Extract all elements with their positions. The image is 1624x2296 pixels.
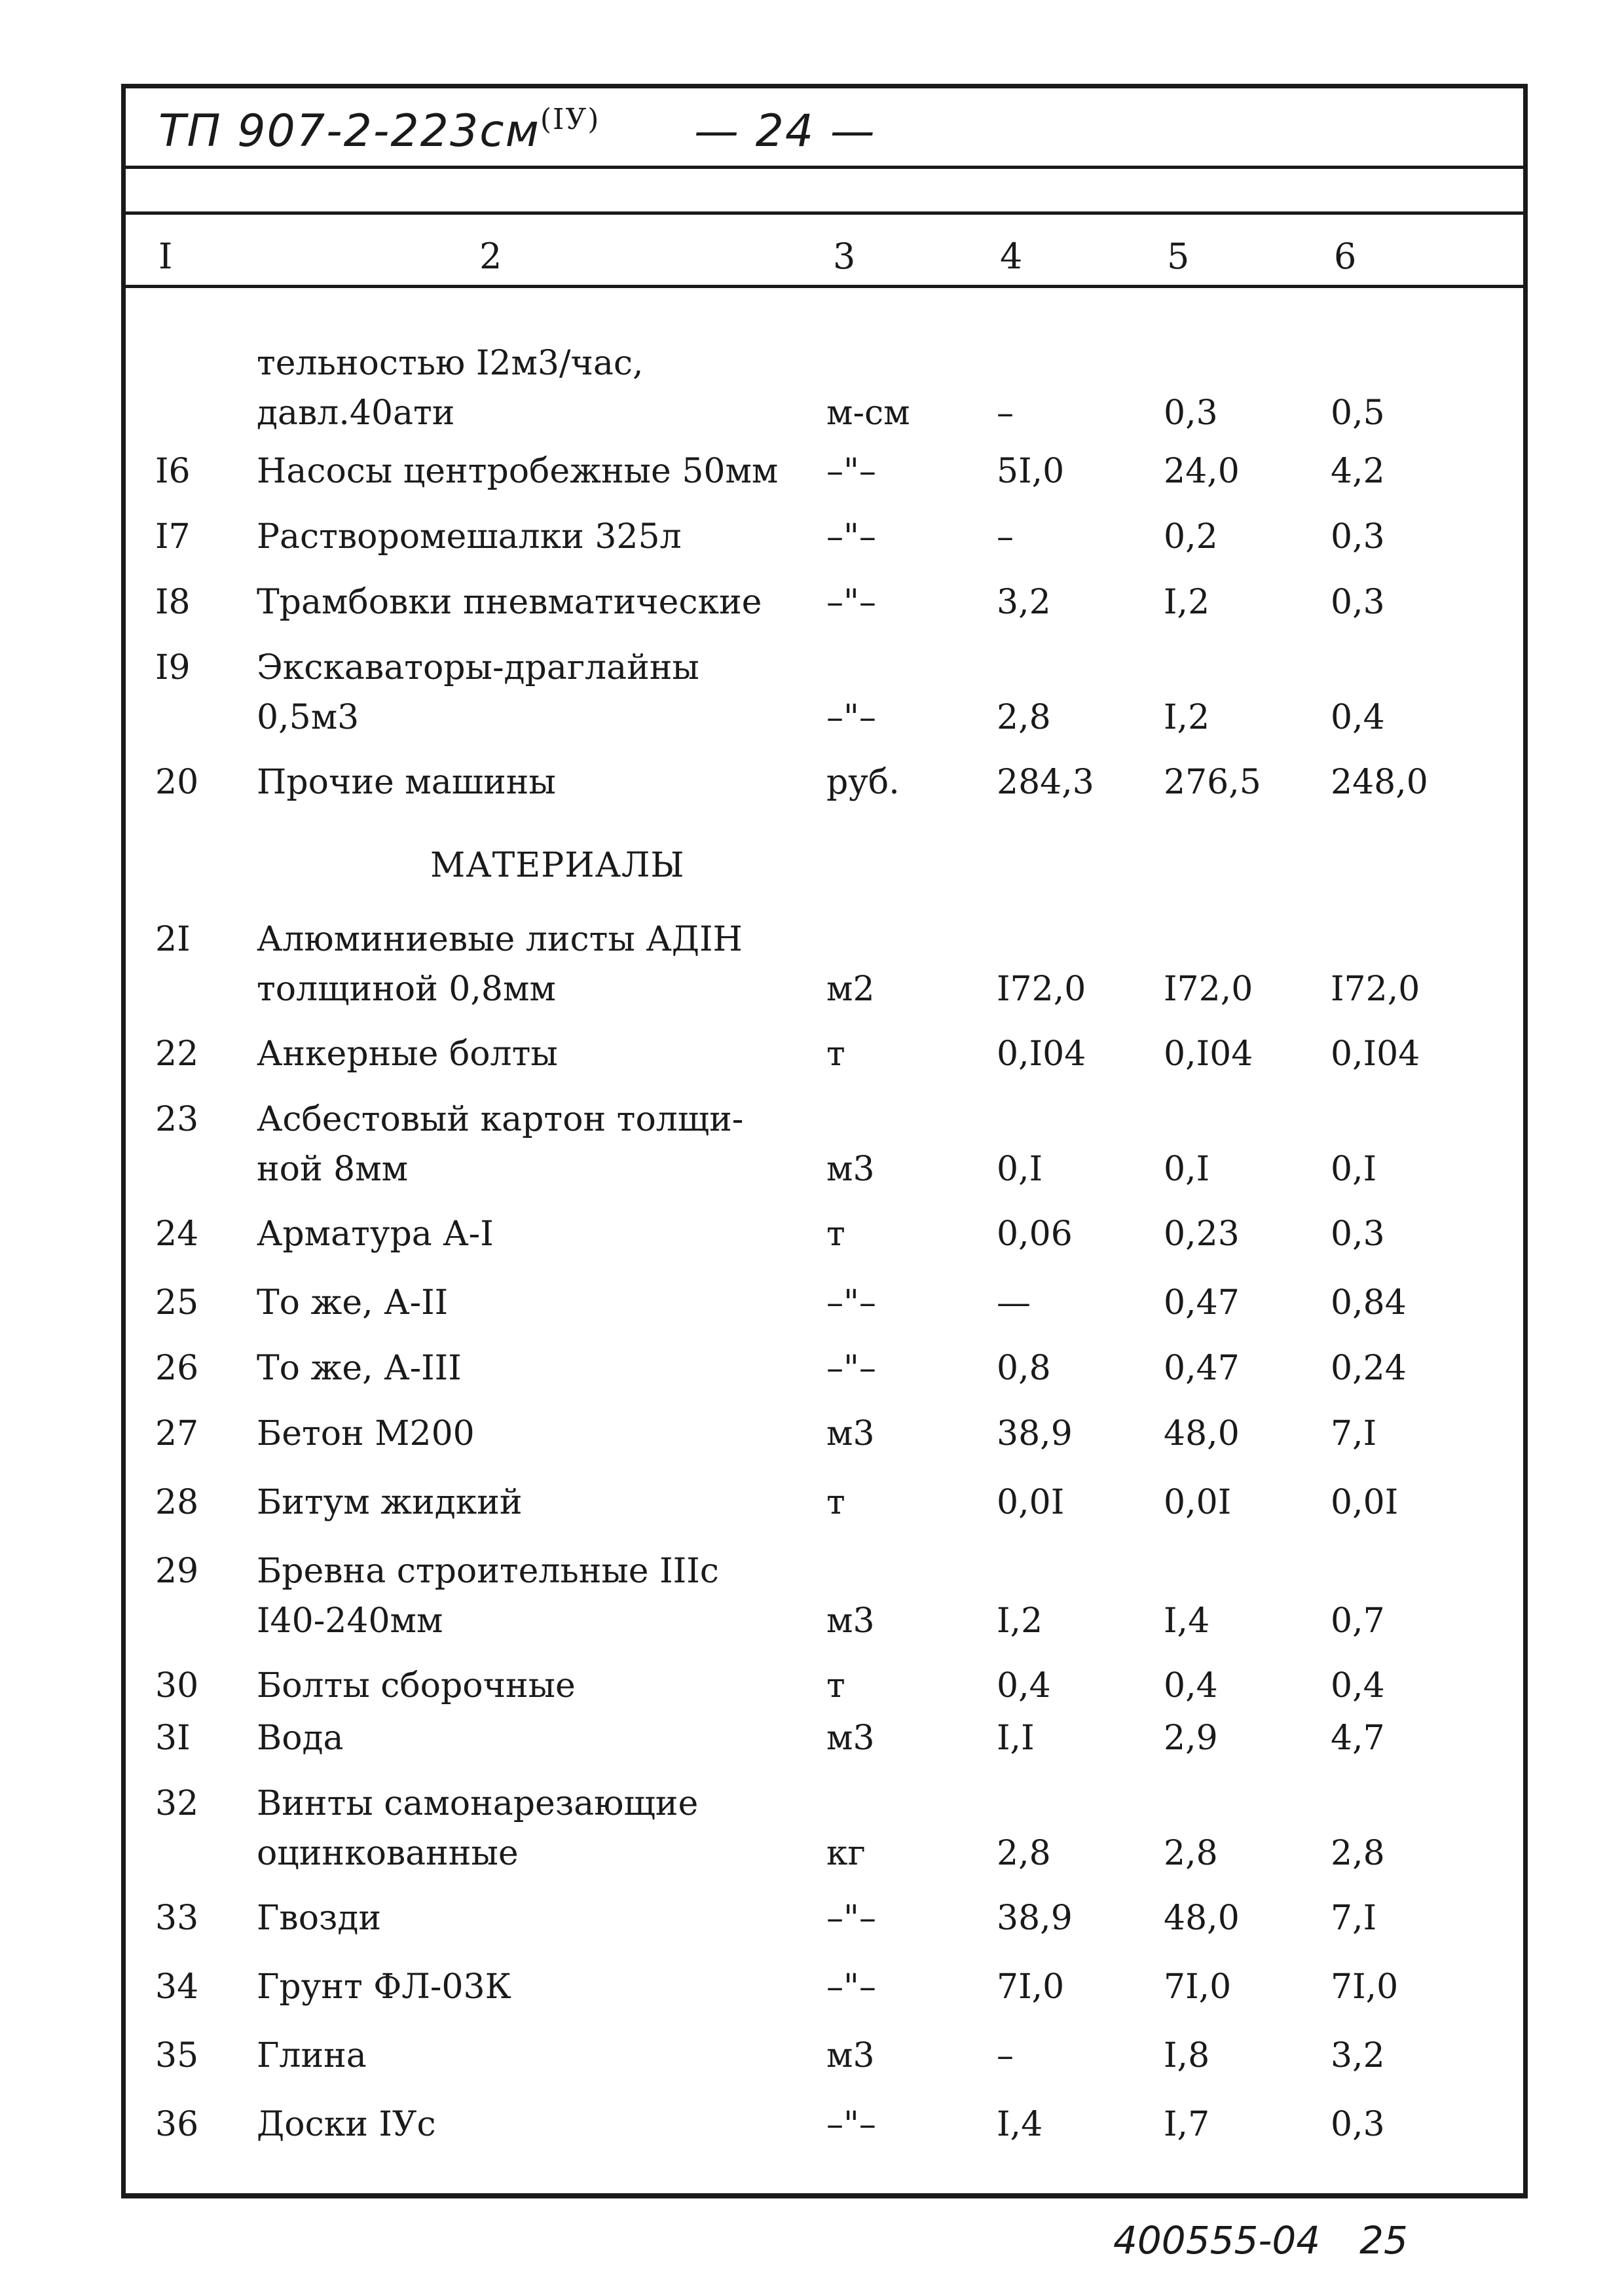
row-unit: т — [826, 1483, 845, 1522]
row-value-col5: 0,47 — [1164, 1283, 1240, 1322]
row-value-col6: 7,I — [1331, 1414, 1377, 1453]
row-value-col6: 0,3 — [1331, 2105, 1385, 2144]
row-unit: –"– — [826, 1967, 876, 2007]
row-value-col6: 0,3 — [1331, 517, 1385, 556]
row-unit: т — [826, 1034, 845, 1074]
row-value-col4: I,I — [997, 1719, 1035, 1758]
row-number: 32 — [155, 1784, 199, 1823]
row-value-col6: 0,I — [1331, 1150, 1377, 1189]
row-description: Бревна строительные IIIс — [257, 1552, 719, 1591]
row-description: давл.40ати — [257, 393, 455, 433]
row-number: 29 — [155, 1552, 199, 1591]
row-description: Гвозди — [257, 1899, 382, 1938]
row-value-col4: 0,8 — [997, 1349, 1051, 1388]
row-unit: –"– — [826, 1283, 876, 1322]
row-value-col6: 0,84 — [1331, 1283, 1407, 1322]
row-description: То же, А-II — [257, 1283, 449, 1322]
row-value-col6: 4,7 — [1331, 1719, 1385, 1758]
row-value-col4: 38,9 — [997, 1899, 1073, 1938]
row-number: 24 — [155, 1214, 199, 1254]
row-number: 36 — [155, 2105, 199, 2144]
row-number: 34 — [155, 1967, 199, 2007]
row-value-col5: 0,23 — [1164, 1214, 1240, 1254]
row-value-col4: 284,3 — [997, 763, 1094, 802]
row-number: I9 — [155, 648, 191, 687]
row-number: 26 — [155, 1349, 199, 1388]
row-unit: –"– — [826, 1899, 876, 1938]
row-value-col5: 0,I04 — [1164, 1034, 1253, 1074]
row-description: толщиной 0,8мм — [257, 970, 556, 1009]
row-value-col6: 0,4 — [1331, 698, 1385, 737]
row-unit: кг — [826, 1834, 866, 1873]
row-description: 0,5м3 — [257, 698, 360, 737]
footer-doc-number: 400555-04 — [1113, 2218, 1321, 2263]
row-unit: м-см — [826, 393, 910, 433]
row-value-col6: 0,3 — [1331, 1214, 1385, 1254]
row-unit: м3 — [826, 1414, 875, 1453]
row-value-col4: 2,8 — [997, 1834, 1051, 1873]
row-value-col4: I,2 — [997, 1601, 1043, 1641]
row-description: оцинкованные — [257, 1834, 519, 1873]
row-number: 35 — [155, 2036, 199, 2075]
column-header-top-divider — [126, 211, 1523, 215]
row-number: I8 — [155, 583, 191, 622]
row-value-col4: 7I,0 — [997, 1967, 1065, 2007]
row-number: 3I — [155, 1719, 191, 1758]
column-header-6: 6 — [1334, 236, 1357, 277]
row-description: Растворомешалки 325л — [257, 517, 682, 556]
row-value-col5: 0,47 — [1164, 1349, 1240, 1388]
row-value-col6: 0,I04 — [1331, 1034, 1420, 1074]
document-code — [158, 103, 876, 181]
row-description: То же, А-III — [257, 1349, 462, 1388]
row-description: тельностью I2м3/час, — [257, 344, 644, 383]
row-value-col4: – — [997, 393, 1014, 433]
row-unit: м3 — [826, 1150, 875, 1189]
column-header-5: 5 — [1167, 236, 1190, 277]
row-unit: м3 — [826, 2036, 875, 2075]
row-value-col6: 0,5 — [1331, 393, 1385, 433]
row-value-col4: 38,9 — [997, 1414, 1073, 1453]
row-value-col5: I,2 — [1164, 698, 1210, 737]
row-description: ной 8мм — [257, 1150, 409, 1189]
row-unit: т — [826, 1666, 845, 1705]
row-description: Битум жидкий — [257, 1483, 523, 1522]
row-description: Экскаваторы-драглайны — [257, 648, 699, 687]
row-unit: руб. — [826, 763, 900, 802]
row-description: Трамбовки пневматические — [257, 583, 762, 622]
row-description: Вода — [257, 1719, 344, 1758]
footer-sheet-number: 25 — [1359, 2218, 1408, 2263]
row-number: I6 — [155, 452, 191, 491]
row-description: Анкерные болты — [257, 1034, 558, 1074]
row-description: I40-240мм — [257, 1601, 443, 1641]
row-value-col6: 2,8 — [1331, 1834, 1385, 1873]
row-number: 25 — [155, 1283, 199, 1322]
code-text: ТП 907-2-223см — [158, 105, 540, 157]
row-value-col5: 0,2 — [1164, 517, 1218, 556]
row-value-col4: 0,0I — [997, 1483, 1065, 1522]
row-value-col6: 0,7 — [1331, 1601, 1385, 1641]
row-value-col6: 4,2 — [1331, 452, 1385, 491]
column-header-bottom-divider — [126, 285, 1523, 288]
row-value-col5: I,4 — [1164, 1601, 1210, 1641]
row-value-col5: 0,4 — [1164, 1666, 1218, 1705]
row-description: Насосы центробежные 50мм — [257, 452, 779, 491]
row-value-col5: 2,8 — [1164, 1834, 1218, 1873]
row-value-col5: 48,0 — [1164, 1414, 1240, 1453]
row-unit: –"– — [826, 517, 876, 556]
header-divider — [126, 166, 1523, 169]
row-value-col6: 7I,0 — [1331, 1967, 1399, 2007]
page-number: — 24 — — [694, 105, 876, 157]
row-description: Грунт ФЛ-03К — [257, 1967, 511, 2007]
column-header-2: 2 — [479, 236, 502, 277]
row-number: I7 — [155, 517, 191, 556]
row-value-col4: 3,2 — [997, 583, 1051, 622]
row-description: Винты самонарезающие — [257, 1784, 699, 1823]
row-value-col4: 0,4 — [997, 1666, 1051, 1705]
row-value-col4: – — [997, 2036, 1014, 2075]
row-value-col6: 248,0 — [1331, 763, 1428, 802]
row-value-col5: 2,9 — [1164, 1719, 1218, 1758]
row-description: Асбестовый картон толщи- — [257, 1100, 744, 1139]
row-value-col5: 0,0I — [1164, 1483, 1232, 1522]
row-value-col6: 0,4 — [1331, 1666, 1385, 1705]
row-value-col6: 0,0I — [1331, 1483, 1399, 1522]
row-value-col5: 0,3 — [1164, 393, 1218, 433]
row-value-col4: I72,0 — [997, 970, 1086, 1009]
row-description: Болты сборочные — [257, 1666, 576, 1705]
row-description: Бетон М200 — [257, 1414, 475, 1453]
row-value-col4: 5I,0 — [997, 452, 1065, 491]
row-unit: м2 — [826, 970, 875, 1009]
row-value-col5: 7I,0 — [1164, 1967, 1232, 2007]
row-value-col4: 2,8 — [997, 698, 1051, 737]
row-value-col5: 0,I — [1164, 1150, 1210, 1189]
row-value-col5: I,8 — [1164, 2036, 1210, 2075]
column-header-1: I — [158, 236, 173, 277]
row-value-col6: 3,2 — [1331, 2036, 1385, 2075]
row-value-col5: I72,0 — [1164, 970, 1253, 1009]
row-value-col5: I,2 — [1164, 583, 1210, 622]
row-value-col4: — — [997, 1283, 1031, 1322]
row-unit: м3 — [826, 1601, 875, 1641]
row-number: 20 — [155, 763, 199, 802]
section-title-materials: МАТЕРИАЛЫ — [430, 846, 685, 885]
code-superscript: (IУ) — [540, 103, 600, 136]
row-number: 30 — [155, 1666, 199, 1705]
row-value-col4: – — [997, 517, 1014, 556]
row-value-col5: 24,0 — [1164, 452, 1240, 491]
row-value-col5: 276,5 — [1164, 763, 1261, 802]
row-value-col5: 48,0 — [1164, 1899, 1240, 1938]
row-value-col6: 0,3 — [1331, 583, 1385, 622]
row-number: 27 — [155, 1414, 199, 1453]
row-unit: м3 — [826, 1719, 875, 1758]
row-value-col4: 0,I — [997, 1150, 1043, 1189]
row-description: Алюминиевые листы АДIН — [257, 920, 743, 959]
row-value-col4: 0,I04 — [997, 1034, 1086, 1074]
row-unit: –"– — [826, 698, 876, 737]
row-value-col6: 7,I — [1331, 1899, 1377, 1938]
row-unit: –"– — [826, 583, 876, 622]
row-description: Прочие машины — [257, 763, 556, 802]
row-unit: –"– — [826, 452, 876, 491]
row-number: 33 — [155, 1899, 199, 1938]
row-number: 22 — [155, 1034, 199, 1074]
row-number: 28 — [155, 1483, 199, 1522]
row-value-col4: 0,06 — [997, 1214, 1073, 1254]
row-number: 2I — [155, 920, 191, 959]
page-frame — [121, 84, 1528, 2198]
row-number: 23 — [155, 1100, 199, 1139]
row-description: Арматура А-I — [257, 1214, 494, 1254]
row-unit: –"– — [826, 2105, 876, 2144]
column-header-3: 3 — [833, 236, 856, 277]
row-description: Доски IУс — [257, 2105, 436, 2144]
footer-stamp — [1113, 2218, 1408, 2263]
row-value-col5: I,7 — [1164, 2105, 1210, 2144]
row-unit: т — [826, 1214, 845, 1254]
row-value-col6: 0,24 — [1331, 1349, 1407, 1388]
column-header-4: 4 — [1000, 236, 1023, 277]
row-value-col4: I,4 — [997, 2105, 1043, 2144]
row-unit: –"– — [826, 1349, 876, 1388]
row-description: Глина — [257, 2036, 367, 2075]
row-value-col6: I72,0 — [1331, 970, 1420, 1009]
